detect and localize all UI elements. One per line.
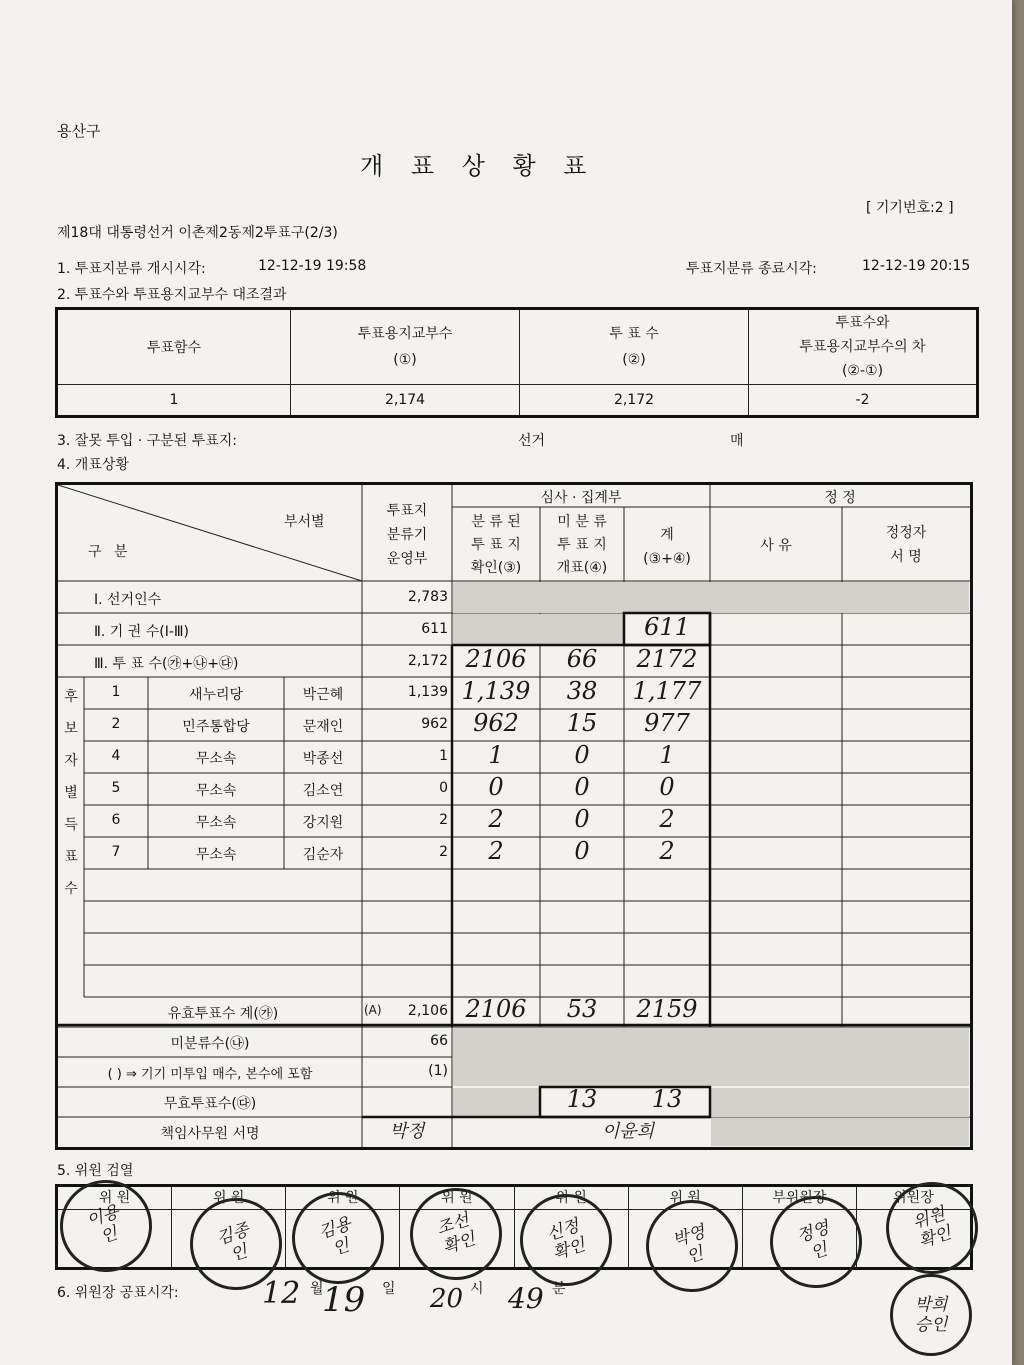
row-valid-a: (A)	[364, 1003, 382, 1017]
count-table	[55, 482, 973, 1150]
sort-end-label: 투표지분류 종료시각:	[686, 261, 817, 277]
candidate-name: 강지원	[302, 815, 344, 831]
value-votes: 2,172	[520, 385, 749, 417]
candidate-party: 무소속	[195, 751, 237, 767]
sort-start-time: 12-12-19 19:58	[258, 258, 367, 274]
candidate-hand-total: 2	[659, 837, 675, 865]
inspection-header-cell: 위 원	[400, 1187, 514, 1209]
candidate-name: 박근혜	[302, 687, 344, 703]
candidate-hand-total: 0	[659, 773, 675, 801]
header-total: 계 (③+④)	[643, 527, 691, 567]
member-seal-3: 김용 인	[280, 1180, 396, 1296]
candidate-party: 새누리당	[188, 687, 244, 703]
header-correction: 정 정	[824, 490, 856, 506]
inspection-header-cell: 부위원장	[743, 1187, 857, 1209]
candidate-number: 4	[111, 748, 121, 764]
header-dept: 부서별	[284, 514, 325, 530]
announce-hour: 20	[430, 1284, 464, 1314]
vice-chair-seal: 정영 인	[758, 1184, 874, 1300]
candidate-name: 김순자	[302, 847, 344, 863]
candidate-party: 무소속	[195, 783, 237, 799]
table-row	[84, 709, 970, 741]
member-seal-5: 신정 확인	[508, 1182, 624, 1298]
section2-label: 2. 투표수와 투표용지교부수 대조결과	[57, 287, 287, 303]
row-valid-hand-total: 2159	[636, 995, 698, 1023]
row-unclassified-value: 66	[430, 1033, 448, 1049]
row-valid-hand-unclassified: 53	[566, 995, 598, 1023]
candidate-sorter-count: 962	[421, 716, 448, 732]
row-abstain-handwritten: 611	[644, 613, 690, 641]
row-invalid-label: 무효투표수(㉰)	[163, 1096, 257, 1112]
candidate-hand-unclassified: 0	[574, 805, 590, 833]
candidate-number: 2	[111, 716, 121, 732]
row-valid-label: 유효투표수 계(㉮)	[167, 1006, 279, 1022]
announce-day-unit: 일	[382, 1281, 396, 1297]
header-signer: 정정자 서 명	[885, 525, 927, 565]
header-audit: 심사 · 집계부	[540, 490, 622, 506]
district-label: 용산구	[57, 122, 101, 140]
sort-end-time: 12-12-19 20:15	[862, 258, 971, 274]
candidate-hand-unclassified: 0	[574, 837, 590, 865]
candidate-hand-unclassified: 38	[566, 677, 598, 705]
header-reason: 사 유	[760, 538, 792, 554]
section6-label: 6. 위원장 공표시각:	[57, 1285, 179, 1301]
sort-start-label: 1. 투표지분류 개시시각:	[57, 261, 206, 277]
candidate-party: 무소속	[195, 847, 237, 863]
inspection-header-cell: 위 원	[629, 1187, 743, 1209]
value-difference: -2	[749, 385, 978, 417]
candidate-hand-unclassified: 0	[574, 741, 590, 769]
announce-minute-unit: 분	[552, 1281, 566, 1297]
member-seal-2: 김종 인	[178, 1186, 294, 1302]
row-sign-handwritten-1: 박정	[389, 1121, 425, 1142]
header-sorter-dept: 투표지 분류기 운영부	[386, 503, 428, 567]
section4-label: 4. 개표상황	[57, 457, 129, 473]
comparison-table	[55, 307, 979, 418]
table-row	[84, 805, 970, 837]
candidate-hand-classified: 2	[488, 837, 504, 865]
member-seal-4: 조선 확인	[398, 1176, 514, 1292]
candidate-party: 무소속	[195, 815, 237, 831]
row-valid-value: 2,106	[407, 1003, 448, 1019]
section3-unit-election: 선거	[518, 433, 546, 449]
candidate-sorter-count: 2	[439, 844, 448, 860]
row-electors-label: Ⅰ. 선거인수	[94, 592, 162, 608]
announce-minute: 49	[508, 1282, 544, 1315]
header-category: 구 분	[88, 544, 132, 560]
member-seal-6: 박영 인	[634, 1188, 750, 1304]
table-row	[84, 837, 970, 869]
candidate-hand-classified: 1	[488, 741, 504, 769]
value-ballot-boxes: 1	[57, 385, 291, 417]
candidate-hand-total: 1	[659, 741, 675, 769]
member-seal-1: 이용 인	[48, 1168, 164, 1284]
announce-hour-unit: 시	[470, 1281, 484, 1297]
inspection-header-cell: 위원장	[893, 1190, 934, 1206]
election-name: 제18대 대통령선거 이촌제2동제2투표구(2/3)	[57, 225, 338, 241]
row-votes-hand-total: 2172	[636, 645, 698, 673]
candidate-name: 문재인	[302, 719, 344, 735]
table-row	[84, 773, 970, 805]
table-row	[84, 741, 970, 773]
header-classified: 분 류 된 투 표 지 확인(③)	[470, 514, 522, 576]
header-unclassified: 미 분 류 투 표 지 개표(④)	[556, 514, 608, 576]
candidate-hand-classified: 0	[488, 773, 504, 801]
table-row	[84, 677, 970, 709]
row-votes-hand-unclassified: 66	[566, 645, 598, 673]
candidate-hand-total: 1,177	[632, 677, 702, 705]
row-votes-label: Ⅲ. 투 표 수(㉮+㉯+㉰)	[94, 656, 239, 672]
inspection-header-cell: 위 원	[58, 1187, 172, 1209]
chair-seal: 위원 확인	[874, 1170, 990, 1286]
row-sign-label: 책임사무원 서명	[160, 1126, 260, 1142]
row-votes-hand-classified: 2106	[465, 645, 527, 673]
value-issued: 2,174	[291, 385, 520, 417]
section3-unit-sheet: 매	[730, 433, 744, 449]
announce-month: 12	[262, 1276, 301, 1311]
inspection-header-cell: 위 원	[515, 1187, 629, 1209]
announce-month-unit: 월	[310, 1281, 324, 1297]
candidate-number: 5	[111, 780, 121, 796]
section5-label: 5. 위원 검열	[57, 1163, 134, 1179]
candidate-number: 6	[111, 812, 121, 828]
candidate-hand-total: 2	[659, 805, 675, 833]
candidate-hand-classified: 1,139	[461, 677, 531, 705]
candidate-hand-unclassified: 0	[574, 773, 590, 801]
candidate-number: 7	[111, 844, 121, 860]
header-difference: 투표수와 투표용지교부수의 차 (②-①)	[749, 309, 978, 385]
row-sign-handwritten-2: 이윤희	[601, 1121, 655, 1142]
row-abstain-value: 611	[421, 621, 448, 637]
inspection-header-cell: 위 원	[172, 1187, 286, 1209]
candidate-votes-vertical-label: 후 보 자 별 득 표 수	[64, 689, 78, 897]
announce-day: 19	[322, 1280, 366, 1320]
candidate-number: 1	[111, 684, 121, 700]
candidate-sorter-count: 0	[439, 780, 448, 796]
candidate-hand-classified: 2	[488, 805, 504, 833]
machine-number: [ 기기번호:2 ]	[866, 200, 954, 216]
header-votes: 투 표 수 (②)	[520, 309, 749, 385]
header-ballot-boxes: 투표함수	[57, 309, 291, 385]
row-abstain-label: Ⅱ. 기 권 수(Ⅰ-Ⅲ)	[94, 624, 190, 640]
section3-label: 3. 잘못 투입 · 구분된 투표지:	[57, 433, 238, 449]
row-unclassified-label: 미분류수(㉯)	[170, 1036, 250, 1052]
candidate-hand-classified: 962	[473, 709, 519, 737]
candidate-sorter-count: 2	[439, 812, 448, 828]
row-invalid-hand-unclassified: 13	[566, 1085, 598, 1113]
row-invalid-hand-total: 13	[651, 1085, 683, 1113]
row-note-value: (1)	[428, 1063, 448, 1079]
inspection-header-cell: 위 원	[286, 1187, 400, 1209]
candidate-name: 박종선	[302, 751, 344, 767]
candidate-sorter-count: 1	[439, 748, 448, 764]
candidate-sorter-count: 1,139	[407, 684, 448, 700]
row-electors-value: 2,783	[407, 589, 448, 605]
candidate-hand-total: 977	[644, 709, 690, 737]
chair-announce-seal: 박희 승인	[890, 1274, 972, 1356]
candidate-name: 김소연	[302, 783, 344, 799]
row-votes-value: 2,172	[407, 653, 448, 669]
candidate-party: 민주통합당	[182, 719, 250, 735]
row-valid-hand-classified: 2106	[465, 995, 527, 1023]
header-issued: 투표용지교부수 (①)	[291, 309, 520, 385]
page-title: 개 표 상 황 표	[360, 152, 597, 180]
candidate-hand-unclassified: 15	[566, 709, 598, 737]
row-note-label: ( ) ⇒ 기기 미투입 매수, 본수에 포함	[107, 1067, 313, 1082]
